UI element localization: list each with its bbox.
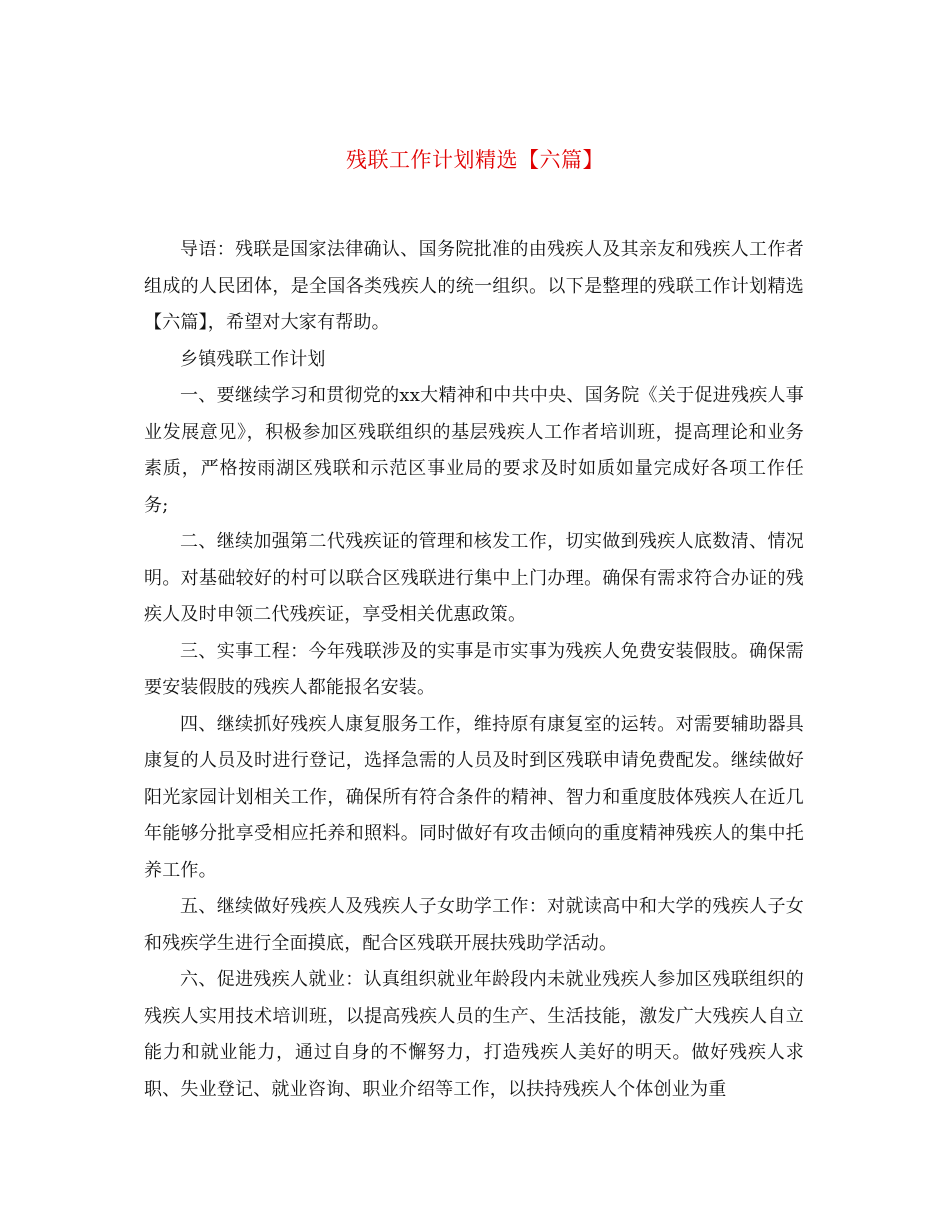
section-heading: 乡镇残联工作计划 [180, 348, 326, 370]
document-body [144, 232, 804, 1108]
paragraph-item-1: 一、要继续学习和贯彻党的xx大精神和中共中央、国务院《关于促进残疾人事业发展意见》，积极参加区残联组织的基层残疾人工作者培训班，提高理论和业务素质，严格按雨湖区残联和示范区事业局的要求及时如质如量完成好各项工作任务; [144, 385, 804, 516]
intro-paragraph: 导语：残联是国家法律确认、国务院批准的由残疾人及其亲友和残疾人工作者组成的人民团体，是全国各类残疾人的统一组织。以下是整理的残联工作计划精选【六篇】，希望对大家有帮助。 [144, 239, 804, 333]
document-title: 残联工作计划精选【六篇】 [346, 148, 604, 172]
paragraph-item-4: 四、继续抓好残疾人康复服务工作，维持原有康复室的运转。对需要辅助器具康复的人员及时进行登记，选择急需的人员及时到区残联申请免费配发。继续做好阳光家园计划相关工作，确保所有符合条件的精神、智力和重度肢体残疾人在近几年能够分批享受相应托养和照料。同时做好有攻击倾向的重度精神残疾人的集中托养工作。 [144, 713, 804, 881]
paragraph-item-5: 五、继续做好残疾人及残疾人子女助学工作：对就读高中和大学的残疾人子女和残疾学生进行全面摸底，配合区残联开展扶残助学活动。 [144, 896, 804, 954]
paragraph-item-6: 六、促进残疾人就业：认真组织就业年龄段内未就业残疾人参加区残联组织的残疾人实用技术培训班，以提高残疾人员的生产、生活技能，激发广大残疾人自立能力和就业能力，通过自身的不懈努力，打造残疾人美好的明天。做好残疾人求职、失业登记、就业咨询、职业介绍等工作，以扶持残疾人个体创业为重 [144, 969, 804, 1100]
paragraph-item-3: 三、实事工程：今年残联涉及的实事是市实事为残疾人免费安装假肢。确保需要安装假肢的残疾人都能报名安装。 [144, 640, 804, 698]
paragraph-item-2: 二、继续加强第二代残疾证的管理和核发工作，切实做到残疾人底数清、情况明。对基础较好的村可以联合区残联进行集中上门办理。确保有需求符合办证的残疾人及时申领二代残疾证，享受相关优惠政策。 [144, 531, 804, 625]
